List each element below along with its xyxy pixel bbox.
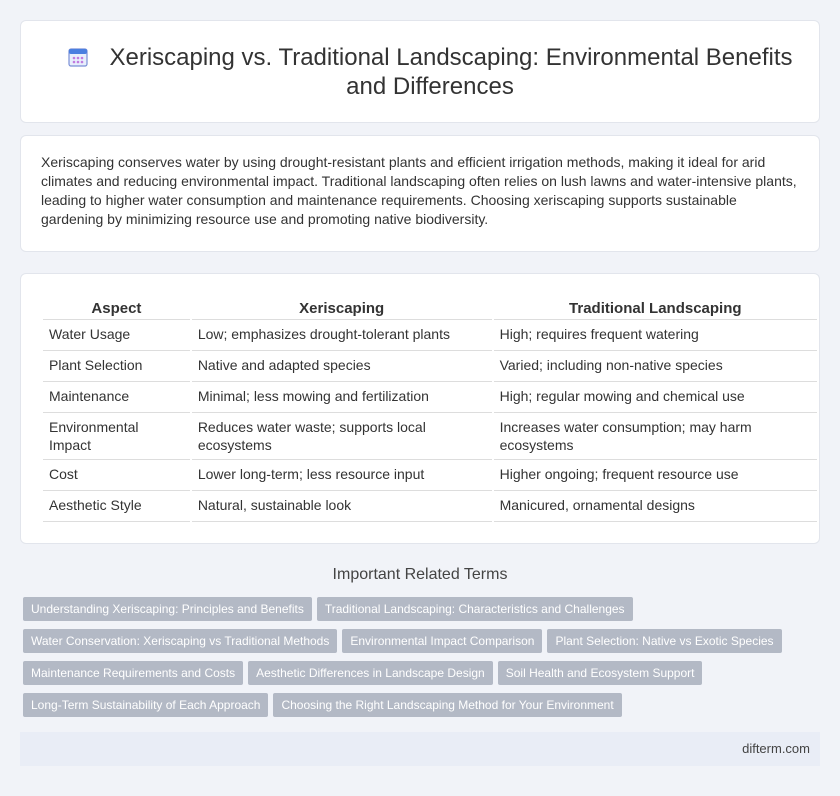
intro-card — [20, 135, 820, 252]
table-header-row — [43, 294, 817, 320]
comparison-table-card — [20, 273, 820, 544]
header-card — [20, 20, 820, 123]
column-header-traditional: Traditional Landscaping — [494, 294, 817, 320]
table-cell: Environmental Impact — [43, 413, 190, 460]
table-cell: Plant Selection — [43, 351, 190, 382]
related-term-tag[interactable]: Environmental Impact Comparison — [342, 629, 542, 653]
calendar-icon — [67, 46, 89, 68]
table-cell: Native and adapted species — [192, 351, 492, 382]
related-term-tag[interactable]: Choosing the Right Landscaping Method for Your Environment — [273, 693, 621, 717]
footer-site-link[interactable]: difterm.com — [742, 741, 810, 756]
table-cell: High; regular mowing and chemical use — [494, 382, 817, 413]
table-row — [43, 460, 817, 491]
related-term-tag[interactable]: Water Conservation: Xeriscaping vs Traditional Methods — [23, 629, 337, 653]
table-row — [43, 320, 817, 351]
related-term-tag[interactable]: Soil Health and Ecosystem Support — [498, 661, 703, 685]
table-row — [43, 382, 817, 413]
table-cell: Higher ongoing; frequent resource use — [494, 460, 817, 491]
column-header-aspect: Aspect — [43, 294, 190, 320]
comparison-table — [41, 294, 819, 522]
related-term-tag[interactable]: Aesthetic Differences in Landscape Design — [248, 661, 493, 685]
table-row — [43, 351, 817, 382]
related-term-tag[interactable]: Plant Selection: Native vs Exotic Species — [547, 629, 781, 653]
table-cell: Lower long-term; less resource input — [192, 460, 492, 491]
footer — [20, 732, 820, 766]
table-cell: Increases water consumption; may harm ecosystems — [494, 413, 817, 460]
table-cell: Reduces water waste; supports local ecosystems — [192, 413, 492, 460]
related-term-tag[interactable]: Understanding Xeriscaping: Principles and Benefits — [23, 597, 312, 621]
intro-paragraph: Xeriscaping conserves water by using drought-resistant plants and efficient irrigation methods, making it ideal for arid climates and reducing environmental impact. Traditional landscaping often relies on lush lawns and water-intensive plants, leading to higher water consumption and maintenance requirements. Choosing xeriscaping supports sustainable gardening by minimizing resource use and promoting native biodiversity. — [41, 154, 797, 227]
table-cell: Low; emphasizes drought-tolerant plants — [192, 320, 492, 351]
table-cell: Varied; including non-native species — [494, 351, 817, 382]
related-term-tag[interactable]: Maintenance Requirements and Costs — [23, 661, 243, 685]
related-term-tag[interactable]: Long-Term Sustainability of Each Approach — [23, 693, 268, 717]
table-cell: Maintenance — [43, 382, 190, 413]
table-cell: Water Usage — [43, 320, 190, 351]
related-terms-list — [23, 597, 823, 725]
page-title — [61, 43, 799, 101]
table-cell: Natural, sustainable look — [192, 491, 492, 522]
related-term-tag[interactable]: Traditional Landscaping: Characteristics and Challenges — [317, 597, 633, 621]
table-cell: High; requires frequent watering — [494, 320, 817, 351]
table-cell: Aesthetic Style — [43, 491, 190, 522]
table-row — [43, 413, 817, 460]
table-cell: Minimal; less mowing and fertilization — [192, 382, 492, 413]
table-cell: Manicured, ornamental designs — [494, 491, 817, 522]
table-cell: Cost — [43, 460, 190, 491]
related-terms-heading: Important Related Terms — [332, 566, 508, 583]
table-row — [43, 491, 817, 522]
page-title-text: Xeriscaping vs. Traditional Landscaping: Environmental Benefits and Differences — [109, 44, 793, 100]
column-header-xeriscaping: Xeriscaping — [192, 294, 492, 320]
